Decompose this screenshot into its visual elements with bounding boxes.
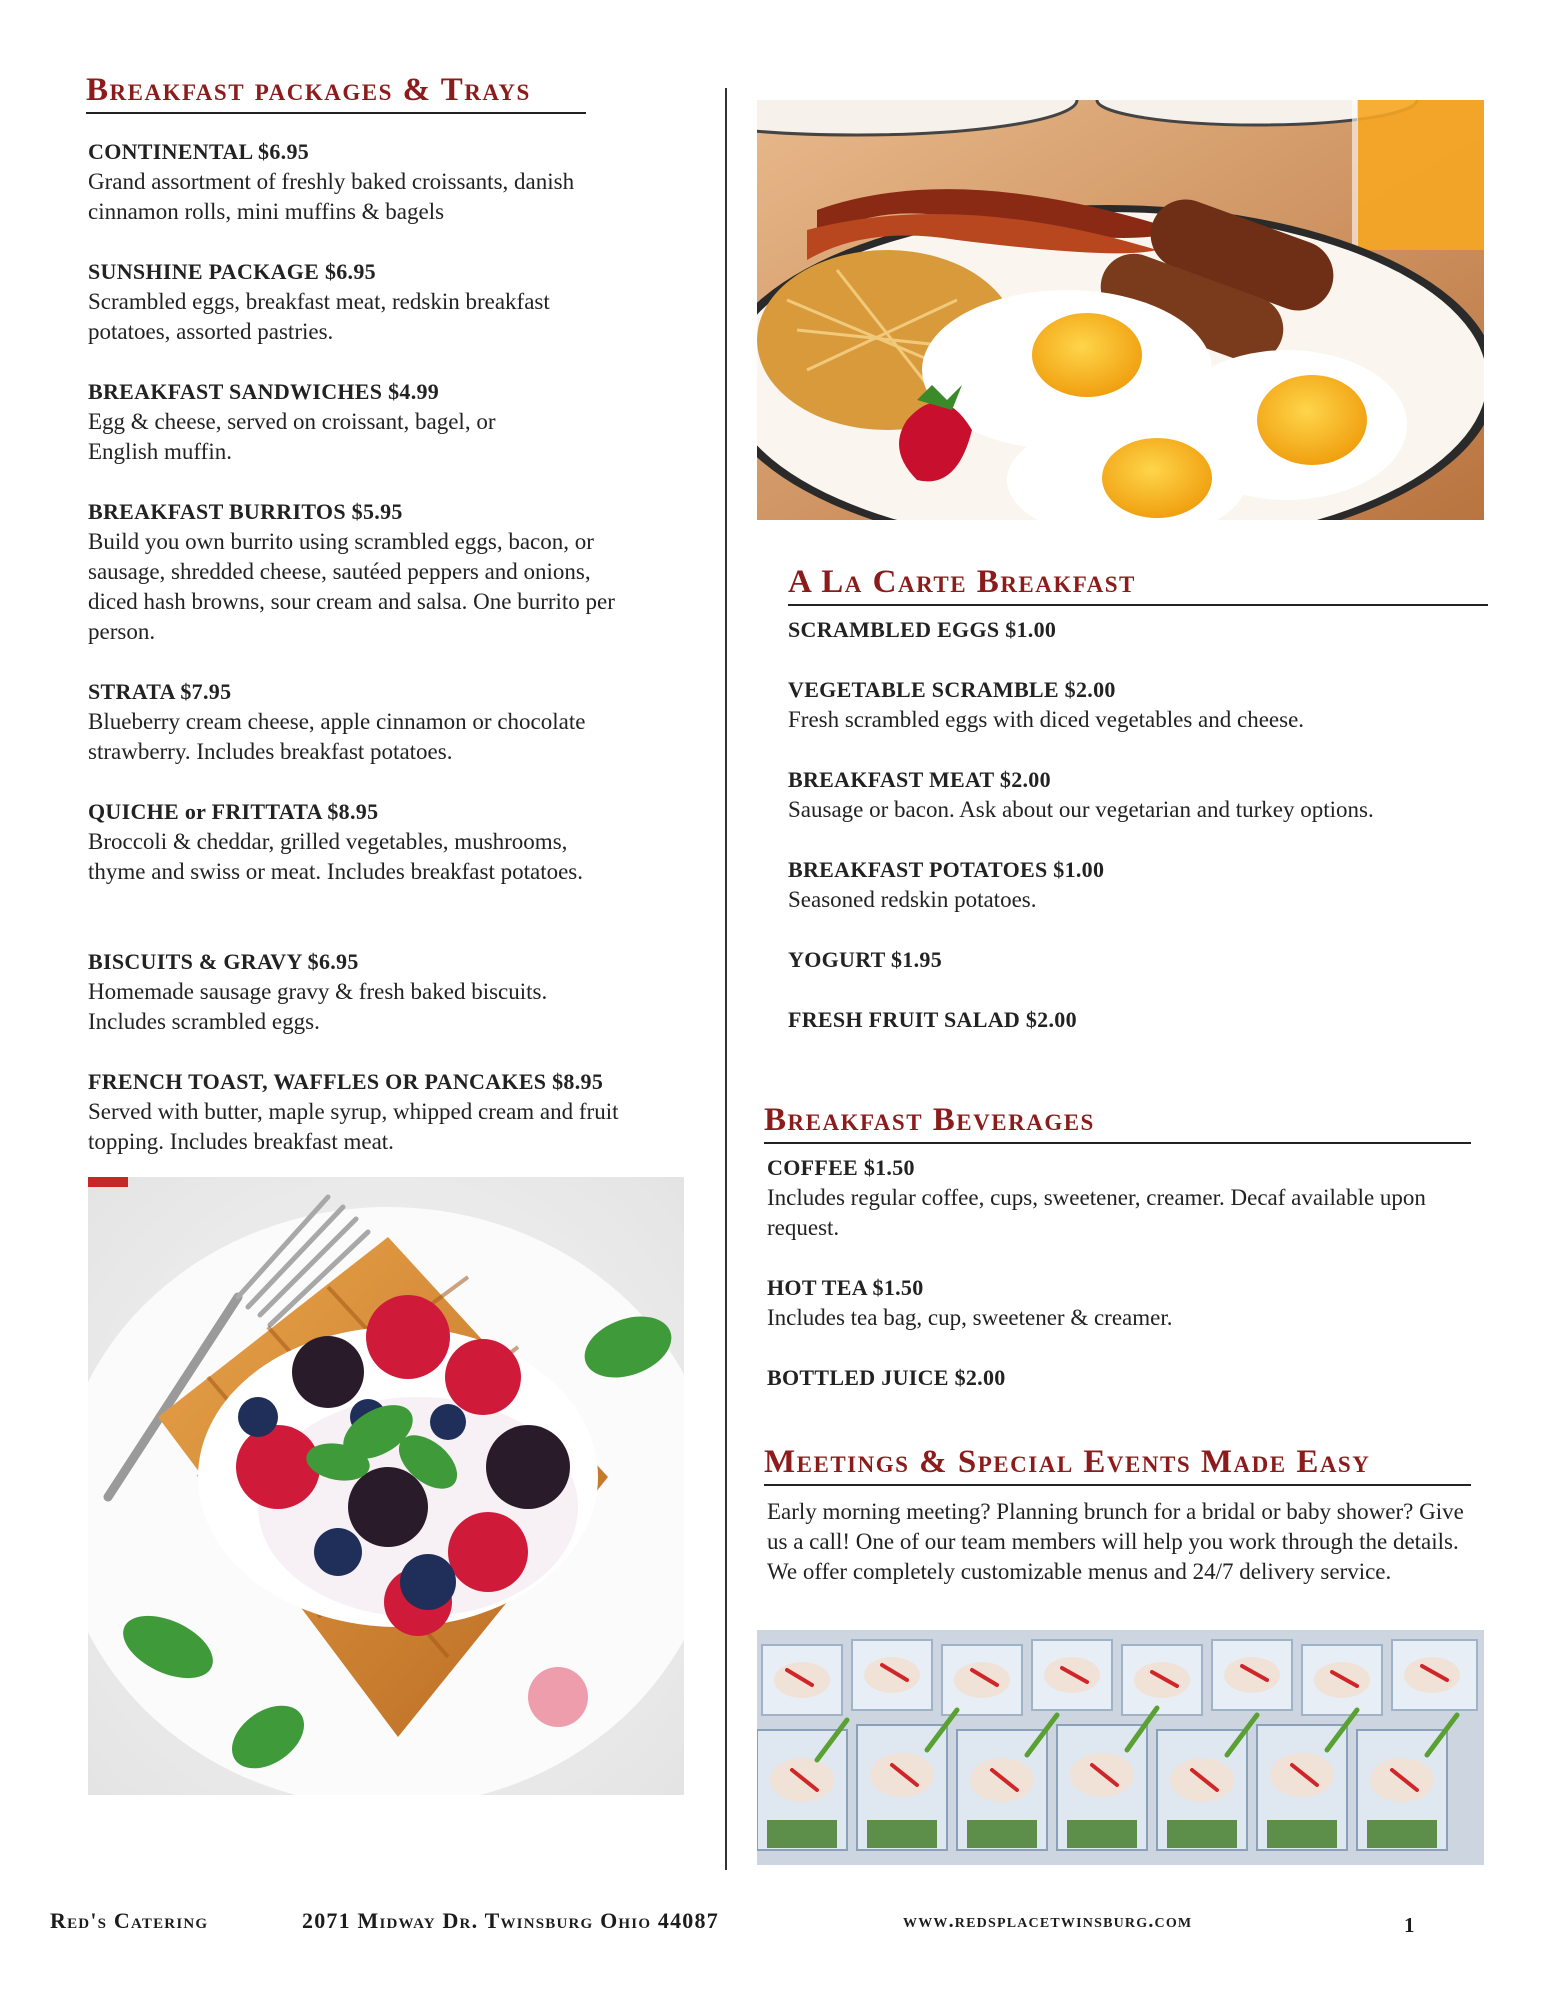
waffle-berries-photo xyxy=(88,1177,684,1795)
footer-address: 2071 Midway Dr. Twinsburg Ohio 44087 xyxy=(302,1908,719,1933)
item-title: STRATA $7.95 xyxy=(88,679,232,704)
item-description: Served with butter, maple syrup, whipped cream and fruit topping. Includes breakfast meat. xyxy=(88,1099,619,1154)
menu-item-biscuits-gravy xyxy=(88,947,628,1037)
catering-cups-photo xyxy=(757,1630,1484,1865)
item-description: Fresh scrambled eggs with diced vegetables and cheese. xyxy=(788,707,1305,732)
item-title: COFFEE $1.50 xyxy=(767,1155,915,1180)
item-description: Broccoli & cheddar, grilled vegetables, mushrooms, thyme and swiss or meat. Includes breakfast potatoes. xyxy=(88,829,584,884)
menu-item-breakfast-sandwiches xyxy=(88,377,558,467)
column-divider xyxy=(725,88,727,1870)
item-title: BREAKFAST BURRITOS $5.95 xyxy=(88,499,403,524)
item-description: Scrambled eggs, breakfast meat, redskin breakfast potatoes, assorted pastries. xyxy=(88,289,550,344)
item-title: VEGETABLE SCRAMBLE $2.00 xyxy=(788,677,1116,702)
footer-website-link[interactable]: www.redsplacetwinsburg.com xyxy=(903,1910,1193,1932)
item-description: Blueberry cream cheese, apple cinnamon or chocolate strawberry. Includes breakfast potatoes. xyxy=(88,709,586,764)
a-la-carte-heading: A La Carte Breakfast xyxy=(788,562,1488,606)
events-description: Early morning meeting? Planning brunch for a bridal or baby shower? Give us a call! One of our team members will help you work through the details. We offer completely customizable menus and 24/7 delivery service. xyxy=(767,1499,1464,1584)
menu-item-bottled-juice xyxy=(767,1363,1467,1393)
menu-item-vegetable-scramble xyxy=(788,675,1488,735)
breakfast-packages-heading: Breakfast packages & Trays xyxy=(86,70,586,114)
item-description: Sausage or bacon. Ask about our vegetarian and turkey options. xyxy=(788,797,1374,822)
menu-item-quiche-frittata xyxy=(88,797,628,887)
item-description: Includes tea bag, cup, sweetener & creamer. xyxy=(767,1305,1173,1330)
item-description: Build you own burrito using scrambled eggs, bacon, or sausage, shredded cheese, sautéed peppers and onions, diced hash browns, sour cream and salsa. One burrito per person. xyxy=(88,529,615,644)
menu-item-yogurt xyxy=(788,945,1478,975)
menu-item-continental xyxy=(88,137,648,227)
item-description: Includes regular coffee, cups, sweetener, creamer. Decaf available upon request. xyxy=(767,1185,1426,1240)
menu-item-breakfast-potatoes xyxy=(788,855,1478,915)
item-description: Homemade sausage gravy & fresh baked biscuits. Includes scrambled eggs. xyxy=(88,979,548,1034)
item-title: BREAKFAST POTATOES $1.00 xyxy=(788,857,1105,882)
item-title: BREAKFAST MEAT $2.00 xyxy=(788,767,1051,792)
item-title: YOGURT $1.95 xyxy=(788,947,942,972)
menu-item-scrambled-eggs xyxy=(788,615,1478,645)
item-title: BISCUITS & GRAVY $6.95 xyxy=(88,949,359,974)
item-description: Grand assortment of freshly baked croissants, danish cinnamon rolls, mini muffins & bagels xyxy=(88,169,575,224)
menu-item-coffee xyxy=(767,1153,1487,1243)
item-description: Seasoned redskin potatoes. xyxy=(788,887,1037,912)
item-title: FRENCH TOAST, WAFFLES OR PANCAKES $8.95 xyxy=(88,1069,604,1094)
item-description: Egg & cheese, served on croissant, bagel, or English muffin. xyxy=(88,409,496,464)
menu-item-breakfast-burritos xyxy=(88,497,633,647)
menu-item-sunshine-package xyxy=(88,257,608,347)
item-title: BOTTLED JUICE $2.00 xyxy=(767,1365,1006,1390)
breakfast-plate-photo xyxy=(757,100,1484,520)
meetings-events-heading: Meetings & Special Events Made Easy xyxy=(764,1442,1471,1486)
menu-item-fresh-fruit-salad xyxy=(788,1005,1478,1035)
item-title: CONTINENTAL $6.95 xyxy=(88,139,310,164)
page-number: 1 xyxy=(1404,1913,1416,1937)
item-title: BREAKFAST SANDWICHES $4.99 xyxy=(88,379,440,404)
footer-company-name: Red's Catering xyxy=(50,1908,209,1933)
item-title: FRESH FRUIT SALAD $2.00 xyxy=(788,1007,1077,1032)
menu-item-breakfast-meat xyxy=(788,765,1498,825)
menu-item-french-toast xyxy=(88,1067,648,1157)
breakfast-beverages-heading: Breakfast Beverages xyxy=(764,1100,1471,1144)
menu-item-strata xyxy=(88,677,608,767)
item-title: SCRAMBLED EGGS $1.00 xyxy=(788,617,1057,642)
item-title: HOT TEA $1.50 xyxy=(767,1275,924,1300)
item-title: SUNSHINE PACKAGE $6.95 xyxy=(88,259,376,284)
item-title: QUICHE or FRITTATA $8.95 xyxy=(88,799,379,824)
menu-item-hot-tea xyxy=(767,1273,1467,1333)
